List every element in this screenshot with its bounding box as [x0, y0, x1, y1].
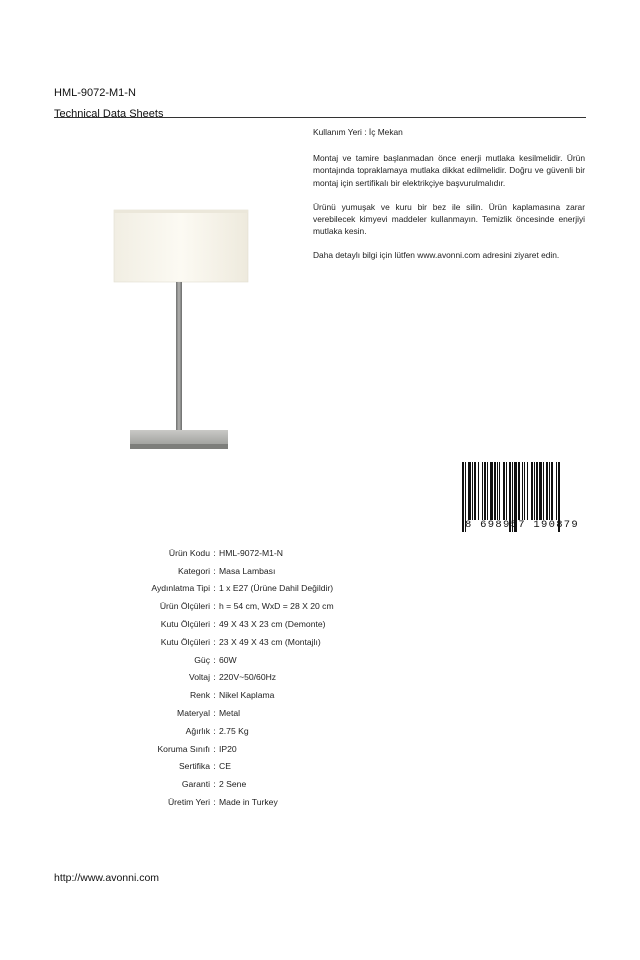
spec-row [100, 775, 500, 793]
spec-row [100, 793, 500, 811]
cleaning-paragraph: Ürünü yumuşak ve kuru bir bez ile silin. Ürün kaplamasına zarar verebilecek kimyevi maddeler kullanmayın. Temizlik öncesinde enerjiyi mutlaka kesin. [313, 201, 585, 237]
spec-value: IP20 [219, 743, 237, 754]
barcode-bar [531, 462, 533, 520]
barcode-bar [482, 462, 483, 520]
barcode-bar [546, 462, 548, 520]
spec-value: Made in Turkey [219, 797, 278, 808]
spec-value: Metal [219, 708, 241, 719]
header-divider [54, 117, 586, 118]
spec-row [100, 544, 500, 562]
barcode-bar [518, 462, 520, 520]
spec-value: 49 X 43 X 23 cm (Demonte) [219, 619, 326, 630]
spec-colon: : [213, 654, 216, 665]
spec-value: HML-9072-M1-N [219, 547, 283, 558]
spec-label: Garanti [181, 779, 210, 790]
spec-value: 23 X 49 X 43 cm (Montajlı) [219, 636, 321, 647]
website-paragraph: Daha detaylı bilgi için lütfen www.avonni.com adresini ziyaret edin. [313, 250, 560, 261]
spec-row [100, 597, 500, 615]
barcode-bar [522, 462, 523, 520]
usage-text: Kullanım Yeri : İç Mekan [313, 127, 403, 137]
spec-label: Kategori [177, 565, 210, 576]
barcode-bar [539, 462, 542, 520]
barcode-bar [494, 462, 496, 520]
barcode-bar [487, 462, 488, 520]
spec-colon: : [213, 708, 216, 719]
spec-label: Ağırlık [185, 725, 210, 736]
spec-label: Voltaj [188, 672, 210, 683]
lamp-pole [176, 282, 182, 430]
spec-row [100, 669, 500, 687]
document-subtitle: Technical Data Sheets [54, 108, 164, 120]
spec-table [100, 544, 500, 811]
spec-row [100, 704, 500, 722]
barcode-bar [551, 462, 553, 520]
spec-row [100, 562, 500, 580]
spec-label: Kutu Ölçüleri [160, 619, 210, 630]
spec-colon: : [213, 583, 216, 594]
spec-label: Sertifika [178, 761, 210, 772]
spec-colon: : [213, 547, 216, 558]
spec-label: Koruma Sınıfı [157, 743, 210, 754]
spec-value: 220V~50/60Hz [219, 672, 277, 683]
info-block [313, 126, 585, 274]
spec-value: Masa Lambası [219, 565, 276, 576]
spec-row [100, 633, 500, 651]
spec-label: Ürün Ölçüleri [159, 601, 210, 612]
barcode-bar [524, 462, 525, 520]
spec-row [100, 580, 500, 598]
lamp-product-image [100, 200, 260, 460]
spec-colon: : [213, 725, 216, 736]
spec-row [100, 758, 500, 776]
barcode-bar [506, 462, 507, 520]
spec-value: Nikel Kaplama [219, 690, 275, 701]
spec-value: 1 x E27 (Ürüne Dahil Değildir) [219, 583, 334, 594]
lamp-shade [114, 210, 248, 282]
spec-label: Renk [189, 690, 210, 701]
footer-url: http://www.avonni.com [54, 872, 160, 884]
barcode-bar [468, 462, 471, 520]
barcode-digits: 8 698957 190879 [464, 519, 579, 531]
barcode-bar [472, 462, 473, 520]
barcode-bar [534, 462, 535, 520]
barcode-bar [490, 462, 493, 520]
spec-colon: : [213, 797, 216, 808]
spec-label: Aydınlatma Tipi [151, 583, 210, 594]
barcode-bar [556, 462, 557, 520]
spec-colon: : [213, 619, 216, 630]
spec-colon: : [213, 743, 216, 754]
lamp-base [130, 430, 228, 449]
spec-colon: : [213, 601, 216, 612]
spec-colon: : [213, 779, 216, 790]
barcode-bar [478, 462, 479, 520]
barcode-bar [503, 462, 505, 520]
product-code-title: HML-9072-M1-N [54, 87, 136, 99]
spec-colon: : [213, 672, 216, 683]
spec-label: Üretim Yeri [167, 797, 210, 808]
barcode-bar [484, 462, 486, 520]
spec-value: CE [219, 761, 231, 772]
spec-row [100, 651, 500, 669]
spec-colon: : [213, 565, 216, 576]
barcode-bar [543, 462, 544, 520]
barcode-bar [549, 462, 550, 520]
safety-paragraph: Montaj ve tamire başlanmadan önce enerji mutlaka kesilmelidir. Ürün montajında topraklamaya mutlaka dikkat edilmelidir. Doğru ve güvenli bir montaj için sertifikalı bir elektrikçiye başvurulmalıdır. [313, 153, 585, 188]
spec-row [100, 722, 500, 740]
document-header [54, 84, 586, 121]
barcode-bar [474, 462, 476, 520]
spec-value: 60W [219, 654, 237, 665]
spec-row [100, 686, 500, 704]
spec-colon: : [213, 636, 216, 647]
barcode-bar [527, 462, 528, 520]
spec-label: Ürün Kodu [168, 547, 210, 558]
spec-label: Materyal [177, 708, 210, 719]
spec-row [100, 740, 500, 758]
spec-value: 2 Sene [219, 779, 247, 790]
spec-label: Güç [194, 654, 210, 665]
spec-row [100, 615, 500, 633]
spec-label: Kutu Ölçüleri [160, 636, 210, 647]
barcode-bar [497, 462, 498, 520]
spec-colon: : [213, 690, 216, 701]
barcode-bar [536, 462, 538, 520]
barcode-bar [499, 462, 500, 520]
spec-colon: : [213, 761, 216, 772]
spec-value: 2.75 Kg [219, 725, 249, 736]
spec-value: h = 54 cm, WxD = 28 X 20 cm [219, 601, 334, 612]
